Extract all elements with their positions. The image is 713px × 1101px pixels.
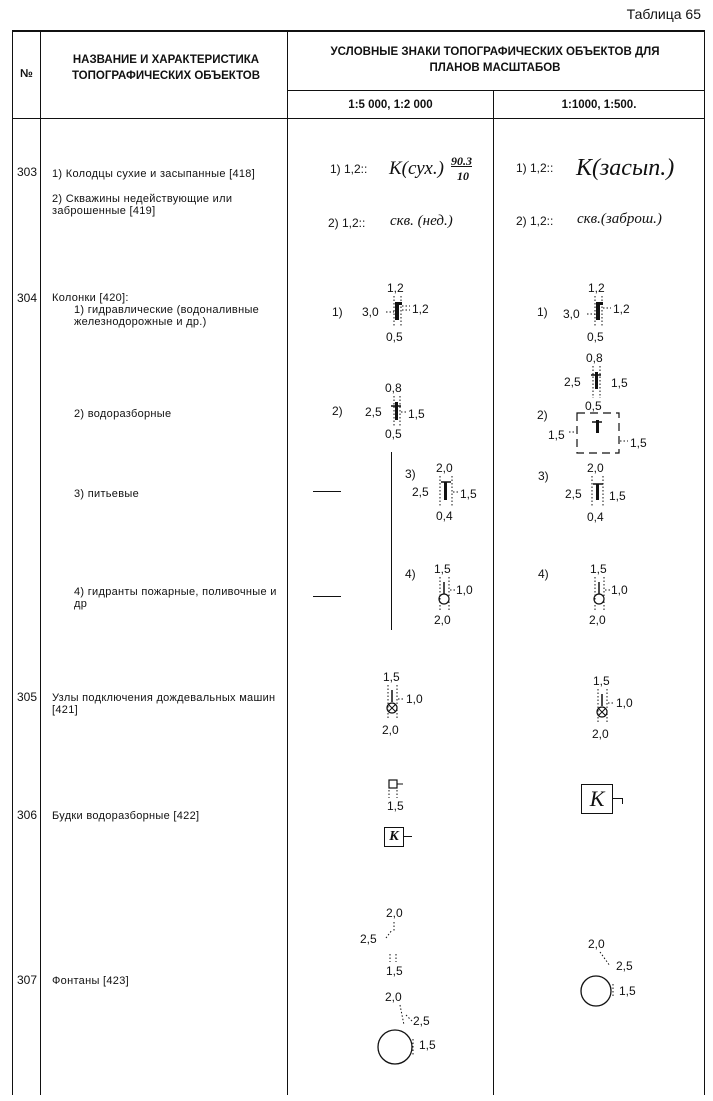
- svg-text:0,5: 0,5: [585, 399, 602, 413]
- sign-303-a1: К(сух.): [389, 158, 444, 179]
- table-caption: Таблица 65: [626, 6, 701, 22]
- svg-text:0,5: 0,5: [386, 330, 403, 344]
- svg-text:1,2: 1,2: [588, 281, 605, 295]
- water-booth-letter-b: К: [589, 786, 605, 811]
- svg-text:1,0: 1,0: [456, 583, 473, 597]
- svg-text:3,0: 3,0: [362, 305, 379, 319]
- svg-text:1,5: 1,5: [611, 376, 628, 390]
- sign-303-b2: скв.(заброш.): [577, 211, 662, 227]
- svg-text:1,5: 1,5: [619, 984, 636, 998]
- hydrant-symbol-a: [430, 560, 490, 628]
- sign-304-b-marker-4: 4): [538, 567, 549, 581]
- svg-text:2,5: 2,5: [565, 487, 582, 501]
- water-booth-sign-a: [384, 827, 404, 847]
- svg-text:2,0: 2,0: [382, 723, 399, 737]
- svg-text:1,5: 1,5: [590, 562, 607, 576]
- water-booth-point-symbol-a: [383, 776, 423, 816]
- svg-text:1,5: 1,5: [419, 1038, 436, 1052]
- col-divider-name: [287, 30, 288, 1095]
- sign-304-a-marker-2: 2): [332, 404, 343, 418]
- row-number-307: 307: [17, 973, 38, 987]
- svg-text:2,0: 2,0: [386, 906, 403, 920]
- svg-text:1,5: 1,5: [630, 436, 647, 450]
- sign-303-a2: скв. (нед.): [390, 213, 453, 229]
- svg-text:1,0: 1,0: [616, 696, 633, 710]
- water-booth-tail-b-tick: [622, 798, 623, 804]
- hydraulic-column-symbol-a: [362, 280, 432, 345]
- bracket-vertical: [391, 452, 392, 630]
- svg-text:2,0: 2,0: [588, 937, 605, 951]
- sign-303-a2-label: 2) 1,2::: [328, 216, 366, 230]
- svg-text:0,4: 0,4: [587, 510, 604, 523]
- row-number-304: 304: [17, 291, 38, 305]
- sign-303-a1-frac-bot: 10: [457, 169, 469, 183]
- svg-text:2,0: 2,0: [434, 613, 451, 627]
- fountain-point-symbol-a: [358, 902, 428, 980]
- svg-text:1,2: 1,2: [613, 302, 630, 316]
- sign-304-a-marker-3: 3): [405, 467, 416, 481]
- water-booth-letter-a: К: [389, 829, 399, 844]
- svg-text:0,5: 0,5: [385, 427, 402, 441]
- row-number-305: 305: [17, 690, 38, 704]
- header-scale-a: 1:5 000, 1:2 000: [348, 99, 433, 111]
- svg-text:2,0: 2,0: [587, 461, 604, 475]
- desc-303-1: 1) Колодцы сухие и засыпанные [418]: [52, 168, 256, 180]
- header-bottom-border: [12, 118, 705, 119]
- header-scale-b: 1:1000, 1:500.: [561, 99, 637, 111]
- svg-text:1,5: 1,5: [387, 799, 404, 813]
- sign-303-b2-label: 2) 1,2::: [516, 214, 554, 228]
- table-left-border: [12, 30, 13, 1095]
- svg-text:1,0: 1,0: [611, 583, 628, 597]
- fountain-outline-symbol-a: [370, 985, 440, 1075]
- water-dispensing-column-symbol-a: [365, 378, 435, 443]
- sign-303-a1-label: 1) 1,2::: [330, 162, 368, 176]
- desc-303-2: 2) Скважины недействующие или заброшенные [419]: [52, 193, 233, 217]
- svg-text:2,0: 2,0: [385, 990, 402, 1004]
- drinking-column-symbol-b: [565, 458, 635, 523]
- col-divider-num: [40, 30, 41, 1095]
- hydraulic-column-symbol-b: [563, 280, 633, 345]
- sign-304-b-marker-2: 2): [537, 408, 548, 422]
- bracket-line-4: [313, 596, 341, 597]
- fountain-outline-symbol-b: [578, 932, 648, 1012]
- svg-text:2,5: 2,5: [365, 405, 382, 419]
- svg-text:0,8: 0,8: [385, 381, 402, 395]
- desc-304-3: 3) питьевые: [74, 488, 139, 500]
- svg-text:1,0: 1,0: [406, 692, 423, 706]
- table-right-border: [704, 30, 705, 1095]
- svg-text:1,5: 1,5: [548, 428, 565, 442]
- svg-text:1,5: 1,5: [434, 562, 451, 576]
- table-top-border: [12, 30, 705, 32]
- svg-text:2,0: 2,0: [592, 727, 609, 741]
- svg-text:2,5: 2,5: [360, 932, 377, 946]
- svg-text:0,4: 0,4: [436, 509, 453, 523]
- water-booth-tail-a: [404, 836, 412, 837]
- desc-307: Фонтаны [423]: [52, 975, 129, 987]
- svg-text:2,5: 2,5: [413, 1014, 430, 1028]
- svg-text:1,2: 1,2: [412, 302, 429, 316]
- svg-text:2,0: 2,0: [436, 461, 453, 475]
- water-booth-sign-b: [581, 784, 613, 814]
- svg-text:0,5: 0,5: [587, 330, 604, 344]
- svg-text:2,0: 2,0: [589, 613, 606, 627]
- sign-304-a-marker-1: 1): [332, 305, 343, 319]
- svg-text:1,5: 1,5: [383, 670, 400, 684]
- subheader-border: [287, 90, 705, 91]
- svg-text:2,5: 2,5: [564, 375, 581, 389]
- desc-304-4: 4) гидранты пожарные, поливочные и др: [74, 586, 277, 610]
- desc-304-0: Колонки [420]:: [52, 292, 129, 304]
- svg-text:1,5: 1,5: [593, 674, 610, 688]
- svg-text:2,5: 2,5: [616, 959, 633, 973]
- water-dispensing-column-symbol-b: [548, 344, 658, 459]
- header-name: НАЗВАНИЕ И ХАРАКТЕРИСТИКА ТОПОГРАФИЧЕСКИХ ОБЪЕКТОВ: [71, 54, 261, 82]
- header-num: №: [20, 68, 33, 80]
- svg-text:1,5: 1,5: [460, 487, 477, 501]
- svg-text:0,8: 0,8: [586, 351, 603, 365]
- sign-303-a1-frac-top: 90.3: [451, 154, 472, 168]
- header-signs: УСЛОВНЫЕ ЗНАКИ ТОПОГРАФИЧЕСКИХ ОБЪЕКТОВ ДЛЯ ПЛАНОВ МАСШТАБОВ: [330, 46, 660, 74]
- svg-text:3,0: 3,0: [563, 307, 580, 321]
- svg-text:2,5: 2,5: [412, 485, 429, 499]
- row-number-303: 303: [17, 165, 38, 179]
- sign-304-b-marker-3: 3): [538, 469, 549, 483]
- sprinkler-connection-symbol-a: [378, 668, 438, 740]
- svg-text:1,5: 1,5: [408, 407, 425, 421]
- sign-304-b-marker-1: 1): [537, 305, 548, 319]
- desc-305: Узлы подключения дождевальных машин [421]: [52, 692, 276, 716]
- sprinkler-connection-symbol-b: [588, 672, 648, 744]
- desc-304-2: 2) водоразборные: [74, 408, 172, 420]
- desc-304-1: 1) гидравлические (водоналивные железнодорожные и др.): [74, 304, 260, 328]
- svg-text:1,5: 1,5: [386, 964, 403, 978]
- row-number-306: 306: [17, 808, 38, 822]
- sign-303-b1: К(засып.): [576, 155, 675, 181]
- bracket-line-3: [313, 491, 341, 492]
- hydrant-symbol-b: [585, 560, 645, 628]
- svg-text:1,5: 1,5: [609, 489, 626, 503]
- sign-304-a-marker-4: 4): [405, 567, 416, 581]
- sign-303-b1-label: 1) 1,2::: [516, 161, 554, 175]
- desc-306: Будки водоразборные [422]: [52, 810, 200, 822]
- drinking-column-symbol-a: [412, 458, 482, 523]
- svg-text:1,2: 1,2: [387, 281, 404, 295]
- col-divider-scale: [493, 90, 494, 1095]
